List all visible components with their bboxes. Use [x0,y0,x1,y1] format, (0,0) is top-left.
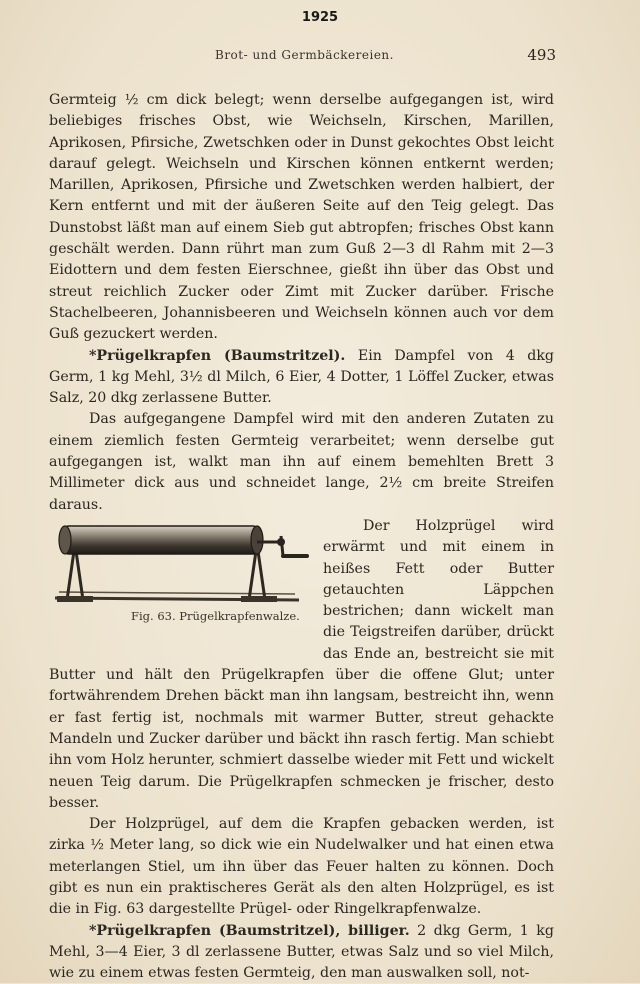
paragraph-3: Das aufgegangene Dampfel wird mit den anderen Zutaten zu einem ziemlich festen Germteig verarbeitet; wenn derselbe gut aufgegangen ist, walkt man ihn auf einem bemehlten Brett 3 Millimeter dick aus und schneidet lange, 2½ cm breite Streifen daraus. [49,411,554,513]
paragraph-4-text: Der Holzprügel wird erwärmt und mit einem in heißes Fett oder Butter getauchten Läppchen bestrichen; dann wickelt man die Teigstreifen darüber, drückt das Ende an, bestreicht sie mit Butter und hält den Prügelkrapfen über die offene Glut; unter fortwährendem Drehen bäckt man ihn langsam, bestreicht ihn, wenn er fast fertig ist, nochmals mit warmer Butter, streut gehackte Mandeln und Zucker darüber und bäckt ihn rasch fertig. Man schiebt ihn vom Holz herunter, schmiert dasselbe wieder mit Fett und wickelt neuen Teig darum. Die Prügelkrapfen schmecken je frischer, desto besser. [49,517,554,811]
figure-63 [49,516,311,654]
paragraph-2 [49,346,554,410]
year-stamp: 1925 [301,10,339,25]
paragraph-4 [49,516,554,814]
paragraph-6-text: 2 dkg Germ, 1 kg Mehl, 3—4 Eier, 3 dl zerlassene Butter, etwas Salz und so viel Milch, wie zu einem etwas festen Germteig, den man auswalken soll, not- [49,922,554,982]
paragraph-6 [49,921,554,984]
paragraph-5: Der Holzprügel, auf dem die Krapfen gebacken werden, ist zirka ½ Meter lang, so dick wie ein Nudelwalker und hat einen etwa meterlangen Stiel, um ihn über das Feuer halten zu können. Doch gibt es nun ein praktischeres Gerät als den alten Holzprügel, es ist die in Fig. 63 dargestellte Prügel- oder Ringelkrapfenwalze. [49,816,554,918]
paragraph-1: Germteig ½ cm dick belegt; wenn derselbe aufgegangen ist, wird beliebiges frisches Obst, wie Weichseln, Kirschen, Marillen, Aprikosen, Pfirsiche, Zwetschken oder in Dunst gekochtes Obst leicht darauf gelegt. Weichseln und Kirschen können entkernt werden; Marillen, Aprikosen, Pfirsiche und Zwetschken werden halbiert, der Kern entfernt und mit der äußeren Seite auf den Teig gelegt. Das Dunstobst läßt man auf einem Sieb gut abtropfen; frisches Obst kann geschält werden. Dann rührt man zum Guß 2—3 dl Rahm mit 2—3 Eidottern und dem festen Eierschnee, gießt ihn über das Obst und streut reichlich Zucker oder Zimt mit Zucker darüber. Frische Stachelbeeren, Johannisbeeren und Weichseln können auch vor dem Guß gezuckert werden. [49,92,554,343]
paragraph-2-text: Ein Dampfel von 4 dkg Germ, 1 kg Mehl, 3½ dl Milch, 6 Eier, 4 Dotter, 1 Löffel Zucker, etwas Salz, 20 dkg zerlassene Butter. [49,347,554,407]
roller-spit-illustration-icon [49,516,311,606]
recipe-title-pruegelkrapfen: *Prügelkrapfen (Baumstritzel). [89,347,346,364]
page-number: 493 [527,46,556,64]
body-text [49,90,554,984]
running-head: Brot- und Germbäckereien. [215,48,394,62]
figure-caption: Fig. 63. Prügelkrapfenwalze. [131,608,300,623]
recipe-title-pruegelkrapfen-billiger: *Prügelkrapfen (Baumstritzel), billiger. [89,922,410,939]
